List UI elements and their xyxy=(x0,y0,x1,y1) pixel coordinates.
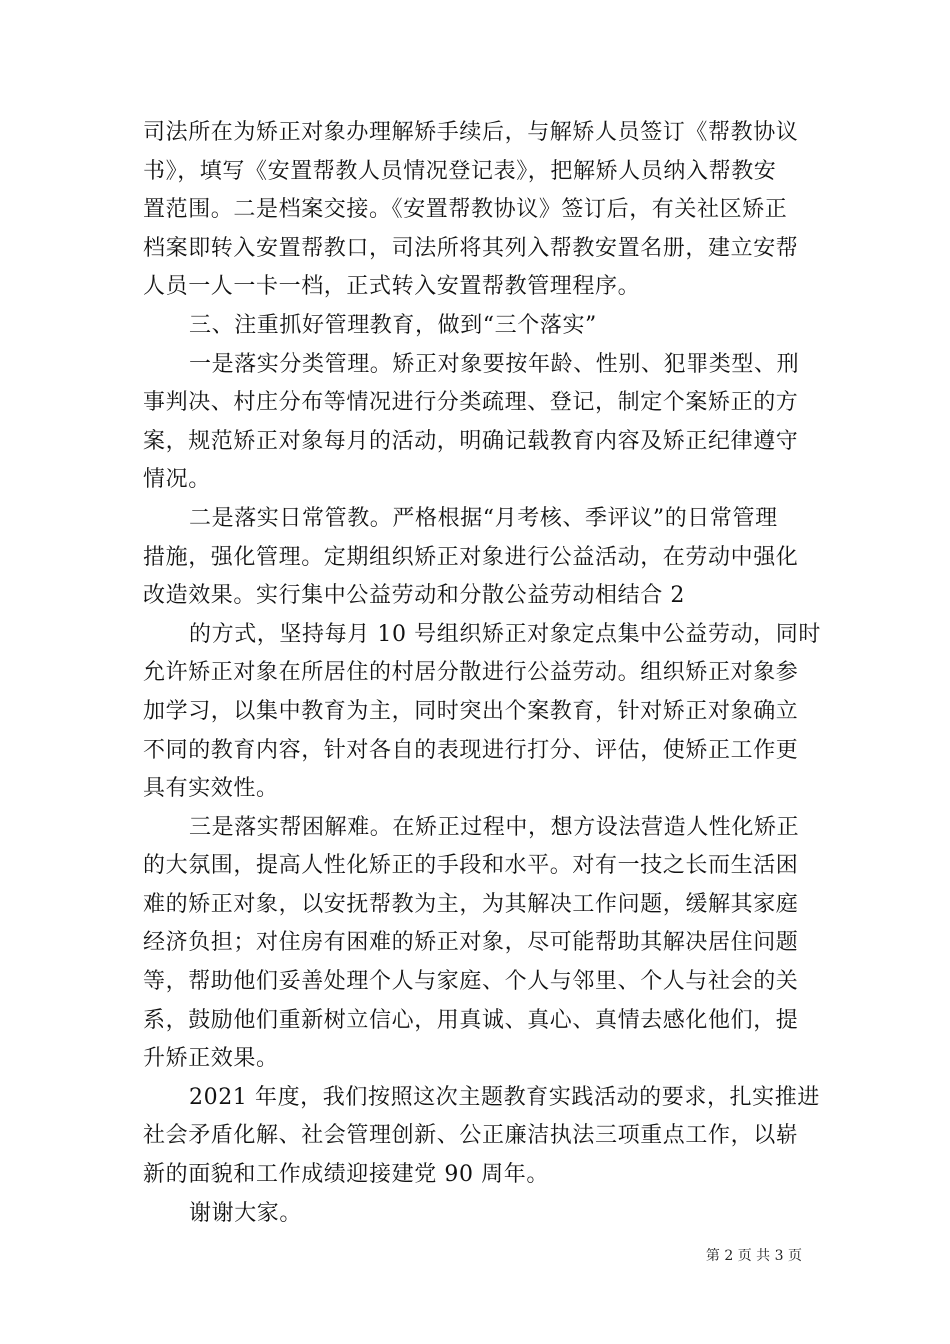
text-line: 的方式，坚持每月 10 号组织矫正对象定点集中公益劳动，同时 xyxy=(189,621,821,647)
text-line: 不同的教育内容，针对各自的表现进行打分、评估，使矫正工作更 xyxy=(143,737,799,763)
text-line: 经济负担；对住房有困难的矫正对象，尽可能帮助其解决居住问题 xyxy=(143,930,799,956)
page-number: 第 2 页 共 3 页 xyxy=(705,1248,802,1264)
text-line: 置范围。二是档案交接。《安置帮教协议》签订后，有关社区矫正 xyxy=(143,197,788,223)
text-line: 加学习，以集中教育为主，同时突出个案教育，针对矫正对象确立 xyxy=(143,698,799,724)
text-line: 社会矛盾化解、社会管理创新、公正廉洁执法三项重点工作，以崭 xyxy=(143,1123,799,1149)
text-line: 书》，填写《安置帮教人员情况登记表》，把解矫人员纳入帮教安 xyxy=(143,158,777,184)
text-line: 的大氛围，提高人性化矫正的手段和水平。对有一技之长而生活困 xyxy=(143,853,799,879)
text-line: 一是落实分类管理。矫正对象要按年龄、性别、犯罪类型、刑 xyxy=(189,351,800,377)
text-line: 三是落实帮困解难。在矫正过程中，想方设法营造人性化矫正 xyxy=(189,814,800,840)
text-line: 2021 年度，我们按照这次主题教育实践活动的要求，扎实推进 xyxy=(189,1084,820,1110)
text-line: 改造效果。实行集中公益劳动和分散公益劳动相结合 2 xyxy=(143,583,685,609)
text-line: 情况。 xyxy=(143,467,211,493)
text-line: 允许矫正对象在所居住的村居分散进行公益劳动。组织矫正对象参 xyxy=(143,660,799,686)
text-line: 人员一人一卡一档，正式转入安置帮教管理程序。 xyxy=(143,274,641,300)
text-line: 升矫正效果。 xyxy=(143,1046,279,1072)
document-body xyxy=(143,114,821,1233)
text-line: 事判决、村庄分布等情况进行分类疏理、登记，制定个案矫正的方 xyxy=(143,390,799,416)
text-line: 措施，强化管理。定期组织矫正对象进行公益活动，在劳动中强化 xyxy=(143,544,799,570)
text-line: 新的面貌和工作成绩迎接建党 90 周年。 xyxy=(143,1162,549,1188)
text-line: 等，帮助他们妥善处理个人与家庭、个人与邻里、个人与社会的关 xyxy=(143,969,799,995)
section-heading: 三、注重抓好管理教育，做到“三个落实” xyxy=(189,312,597,338)
text-line: 具有实效性。 xyxy=(143,776,279,802)
text-line: 系，鼓励他们重新树立信心，用真诚、真心、真情去感化他们，提 xyxy=(143,1007,799,1033)
text-line: 司法所在为矫正对象办理解矫手续后，与解矫人员签订《帮教协议 xyxy=(143,120,799,145)
text-line: 档案即转入安置帮教口，司法所将其列入帮教安置名册，建立安帮 xyxy=(143,235,799,261)
closing-line: 谢谢大家。 xyxy=(189,1200,303,1226)
text-line: 二是落实日常管教。严格根据“月考核、季评议”的日常管理 xyxy=(189,505,778,531)
text-line: 难的矫正对象，以安抚帮教为主，为其解决工作问题，缓解其家庭 xyxy=(143,891,799,917)
text-line: 案，规范矫正对象每月的活动，明确记载教育内容及矫正纪律遵守 xyxy=(143,428,799,454)
